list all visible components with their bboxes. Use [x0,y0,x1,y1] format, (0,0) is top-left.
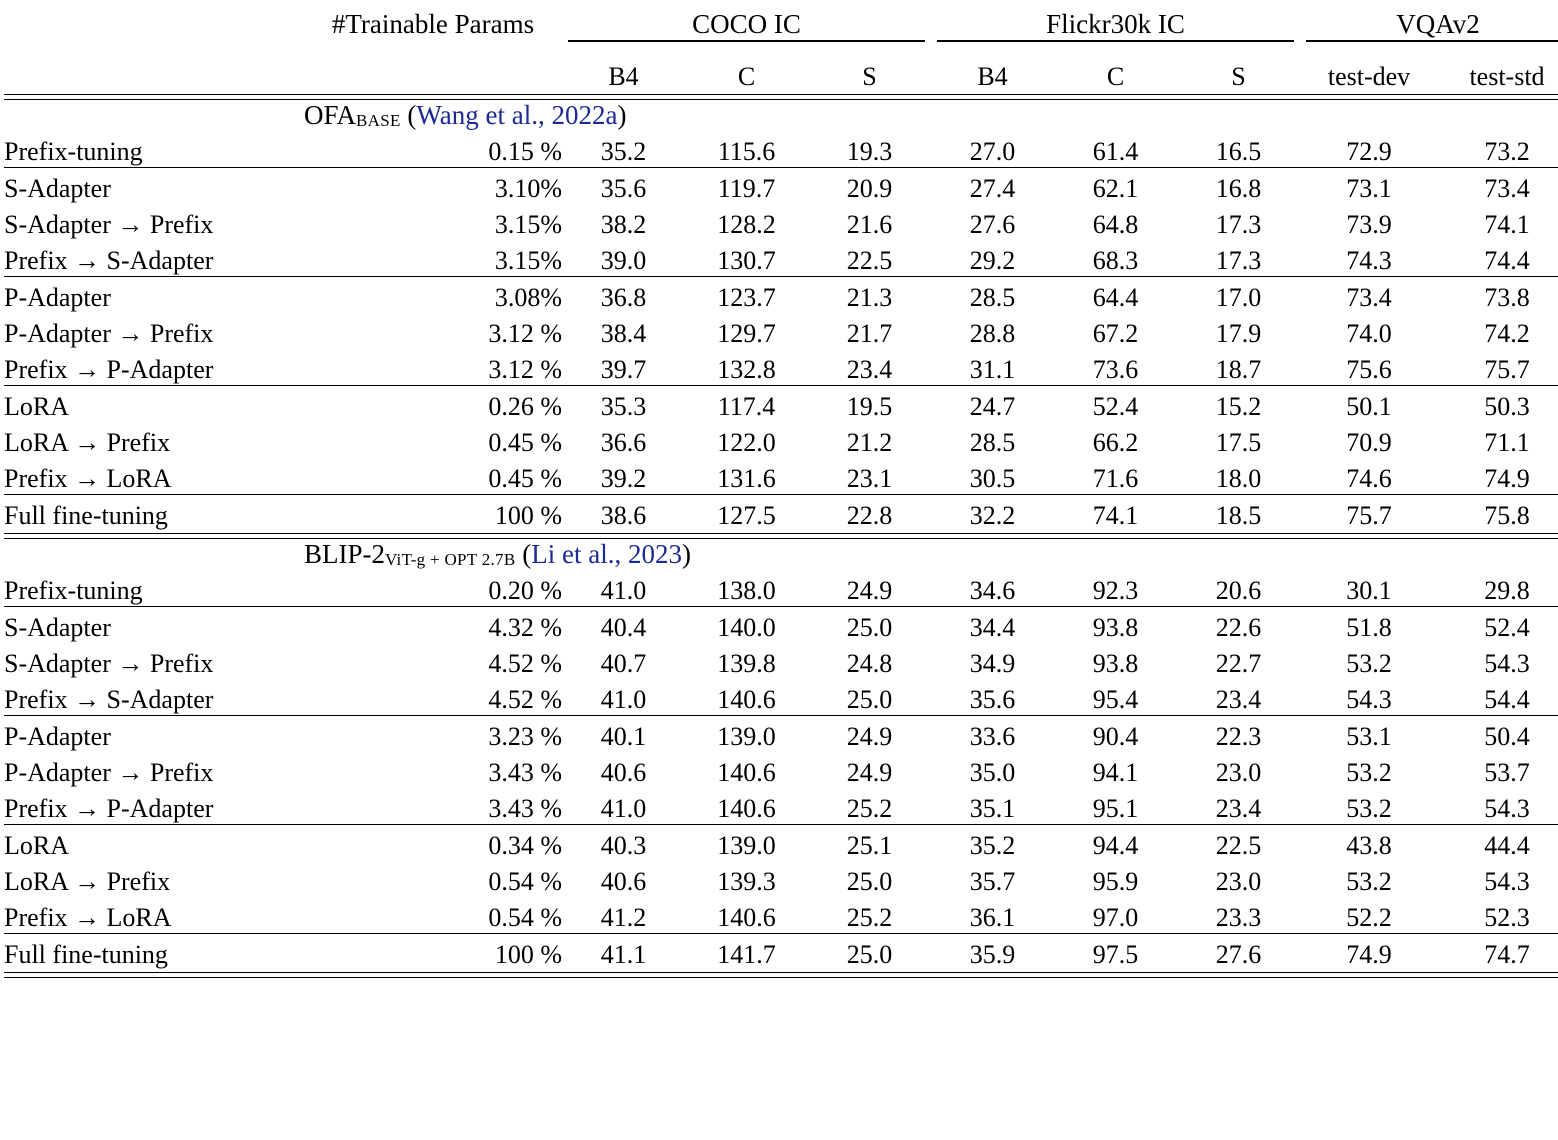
row-trainable-params: 0.26 % [488,391,562,421]
row-value-0: 36.8 [600,282,647,312]
row-value-0: 39.2 [600,463,647,493]
row-value-5: 15.2 [1215,391,1262,421]
row-value-5: 22.7 [1215,648,1262,678]
row-value-6: 73.4 [1346,282,1392,312]
row-method-label: P-Adapter [4,721,111,751]
row-value-2: 24.8 [846,648,893,678]
row-value-3: 31.1 [969,354,1016,384]
row-value-2: 19.5 [846,391,893,421]
row-value-6: 73.1 [1346,173,1392,203]
row-trainable-params: 4.52 % [488,684,562,714]
header-subcol-1-1: C [1106,61,1125,91]
table-row [4,897,1558,933]
row-value-2: 22.8 [846,500,893,530]
row-value-4: 95.4 [1092,684,1139,714]
row-value-5: 18.5 [1215,500,1262,530]
row-value-0: 41.1 [600,939,647,969]
row-value-0: 40.4 [600,612,647,642]
row-value-6: 52.2 [1346,902,1392,932]
row-value-6: 50.1 [1346,391,1392,421]
row-trainable-params: 4.32 % [488,612,562,642]
header-subcol-0-0: B4 [608,61,639,91]
row-value-1: 130.7 [717,245,776,275]
row-trainable-params: 0.20 % [488,575,562,605]
row-trainable-params: 0.45 % [488,463,562,493]
row-value-5: 17.3 [1215,245,1262,275]
row-value-4: 64.8 [1092,209,1139,239]
row-value-1: 139.0 [717,721,776,751]
row-value-5: 17.0 [1215,282,1262,312]
header-subcol-0-1: C [737,61,756,91]
row-value-7: 75.8 [1484,500,1530,530]
table-row [4,570,1558,606]
row-value-7: 50.3 [1484,391,1530,421]
section-title-row-0 [4,100,1558,131]
row-value-6: 74.6 [1346,463,1392,493]
row-value-1: 131.6 [717,463,776,493]
row-method-label: LoRA [4,391,69,421]
row-value-6: 54.3 [1346,684,1392,714]
row-value-3: 35.1 [969,793,1016,823]
row-value-7: 74.2 [1484,318,1530,348]
row-value-5: 23.4 [1215,793,1262,823]
row-value-4: 73.6 [1092,354,1139,384]
row-value-7: 75.7 [1484,354,1530,384]
row-value-6: 70.9 [1346,427,1392,457]
row-value-6: 53.2 [1346,866,1392,896]
row-trainable-params: 3.23 % [488,721,562,751]
row-method-label: Full fine-tuning [4,939,168,969]
row-value-2: 25.0 [846,866,893,896]
table-row [4,788,1558,824]
row-method-label: P-Adapter [4,282,111,312]
row-trainable-params: 0.45 % [488,427,562,457]
row-value-3: 34.9 [969,648,1016,678]
row-trainable-params: 100 % [494,939,562,969]
table-row [4,679,1558,715]
row-value-2: 21.6 [846,209,893,239]
row-value-3: 35.6 [969,684,1016,714]
table-row [4,495,1558,531]
header-subcol-0-2: S [862,61,877,91]
row-value-3: 28.5 [969,427,1016,457]
row-method-label: Prefix-tuning [4,575,143,605]
row-value-5: 20.6 [1215,575,1262,605]
row-trainable-params: 3.15% [494,245,562,275]
row-value-1: 127.5 [717,500,776,530]
row-value-0: 41.0 [600,575,647,605]
row-value-4: 67.2 [1092,318,1139,348]
row-method-label: Prefix → S-Adapter [4,245,214,275]
row-method-label: Full fine-tuning [4,500,168,530]
row-value-0: 39.7 [600,354,647,384]
table-row [4,168,1558,204]
row-value-6: 74.3 [1346,245,1392,275]
row-value-7: 71.1 [1484,427,1530,457]
row-value-0: 39.0 [600,245,647,275]
row-value-4: 61.4 [1092,136,1139,166]
row-value-7: 52.4 [1484,612,1530,642]
row-value-7: 54.3 [1484,793,1530,823]
row-value-1: 139.3 [717,866,776,896]
row-value-6: 73.9 [1346,209,1392,239]
table-row [4,313,1558,349]
row-value-4: 71.6 [1092,463,1139,493]
row-method-label: P-Adapter → Prefix [4,318,214,348]
header-subcol-1-0: B4 [977,61,1008,91]
row-value-3: 27.0 [969,136,1016,166]
row-value-7: 74.1 [1484,209,1530,239]
row-value-5: 16.5 [1215,136,1262,166]
row-value-1: 132.8 [717,354,776,384]
row-value-0: 41.2 [600,902,647,932]
row-value-5: 23.0 [1215,757,1262,787]
row-value-7: 29.8 [1484,575,1530,605]
rule-section-double-0 [4,531,1558,539]
row-value-3: 35.0 [969,757,1016,787]
row-value-4: 93.8 [1092,648,1139,678]
row-value-2: 21.3 [846,282,893,312]
row-value-5: 23.3 [1215,902,1262,932]
row-value-2: 23.1 [846,463,893,493]
row-value-6: 51.8 [1346,612,1392,642]
results-table [4,0,1558,978]
row-value-5: 17.9 [1215,318,1262,348]
table-row [4,716,1558,752]
row-trainable-params: 0.54 % [488,866,562,896]
row-value-0: 35.6 [600,173,647,203]
header-sub-blank-method [4,46,304,92]
row-value-6: 53.2 [1346,757,1392,787]
row-value-3: 35.2 [969,830,1016,860]
table-row [4,458,1558,494]
row-value-1: 139.8 [717,648,776,678]
row-value-4: 62.1 [1092,173,1139,203]
row-value-5: 22.5 [1215,830,1262,860]
row-method-label: Prefix-tuning [4,136,143,166]
row-value-1: 115.6 [717,136,776,166]
row-value-6: 74.0 [1346,318,1392,348]
row-method-label: P-Adapter → Prefix [4,757,214,787]
row-value-7: 74.9 [1484,463,1530,493]
row-value-1: 140.6 [717,902,776,932]
row-value-3: 33.6 [969,721,1016,751]
row-value-1: 129.7 [717,318,776,348]
row-value-1: 140.0 [717,612,776,642]
row-value-6: 53.2 [1346,793,1392,823]
row-value-7: 73.8 [1484,282,1530,312]
row-method-label: S-Adapter [4,612,111,642]
row-value-7: 74.4 [1484,245,1530,275]
row-value-3: 36.1 [969,902,1016,932]
row-value-5: 23.4 [1215,684,1262,714]
row-value-4: 74.1 [1092,500,1139,530]
row-value-6: 53.1 [1346,721,1392,751]
row-value-2: 25.1 [846,830,893,860]
header-subcol-1-2: S [1231,61,1246,91]
table-row [4,934,1558,970]
row-value-6: 72.9 [1346,136,1392,166]
row-value-6: 53.2 [1346,648,1392,678]
row-value-2: 24.9 [846,721,893,751]
row-value-1: 140.6 [717,757,776,787]
row-trainable-params: 0.34 % [488,830,562,860]
row-value-4: 68.3 [1092,245,1139,275]
header-subcol-2-1: test-std [1469,61,1545,91]
section-model-name-1: BLIP-2 [304,538,385,569]
row-value-5: 27.6 [1215,939,1262,969]
row-value-4: 95.1 [1092,793,1139,823]
row-trainable-params: 100 % [494,500,562,530]
row-value-7: 50.4 [1484,721,1530,751]
row-value-6: 75.7 [1346,500,1392,530]
row-value-7: 54.3 [1484,648,1530,678]
row-value-2: 25.0 [846,612,893,642]
row-method-label: Prefix → LoRA [4,463,172,493]
row-value-1: 138.0 [717,575,776,605]
row-value-3: 29.2 [969,245,1016,275]
row-trainable-params: 3.08% [494,282,562,312]
row-value-2: 25.0 [846,939,893,969]
row-value-6: 43.8 [1346,830,1392,860]
row-value-5: 17.3 [1215,209,1262,239]
row-value-4: 94.4 [1092,830,1139,860]
row-trainable-params: 3.12 % [488,318,562,348]
section-model-variant-1: ViT-g + OPT 2.7B [385,549,516,569]
row-method-label: Prefix → P-Adapter [4,793,214,823]
row-value-3: 32.2 [969,500,1016,530]
row-value-4: 97.5 [1092,939,1139,969]
table-row [4,643,1558,679]
row-value-7: 54.3 [1484,866,1530,896]
row-value-4: 93.8 [1092,612,1139,642]
row-value-0: 38.6 [600,500,647,530]
row-value-7: 54.4 [1484,684,1530,714]
row-value-0: 38.2 [600,209,647,239]
table-row [4,752,1558,788]
table-row [4,349,1558,385]
header-group-1: Flickr30k IC [1046,9,1185,39]
header-row-groups [4,0,1558,40]
table-row [4,422,1558,458]
row-value-2: 21.7 [846,318,893,348]
row-value-0: 35.3 [600,391,647,421]
row-method-label: LoRA → Prefix [4,866,171,896]
row-value-0: 41.0 [600,793,647,823]
row-value-6: 30.1 [1346,575,1392,605]
row-value-6: 74.9 [1346,939,1392,969]
row-value-5: 18.0 [1215,463,1262,493]
row-value-2: 20.9 [846,173,893,203]
row-value-1: 119.7 [717,173,776,203]
row-method-label: S-Adapter → Prefix [4,648,214,678]
row-value-4: 92.3 [1092,575,1139,605]
row-value-0: 40.6 [600,866,647,896]
row-value-3: 24.7 [969,391,1016,421]
row-trainable-params: 0.54 % [488,902,562,932]
row-value-2: 23.4 [846,354,893,384]
row-value-4: 52.4 [1092,391,1139,421]
row-trainable-params: 0.15 % [488,136,562,166]
row-value-2: 19.3 [846,136,893,166]
row-value-3: 27.6 [969,209,1016,239]
row-value-0: 40.1 [600,721,647,751]
header-row-subcolumns [4,46,1558,92]
row-trainable-params: 3.15% [494,209,562,239]
row-trainable-params: 3.43 % [488,757,562,787]
row-value-5: 18.7 [1215,354,1262,384]
section-model-name-0: OFA [304,99,357,130]
row-value-7: 44.4 [1484,830,1530,860]
table-row [4,204,1558,240]
table-row [4,277,1558,313]
section-title-0: $OFA_{BASE}$ (Wang et al., 2022a) [304,99,627,130]
row-value-3: 34.6 [969,575,1016,605]
row-value-0: 41.0 [600,684,647,714]
row-value-3: 28.8 [969,318,1016,348]
row-trainable-params: 3.10% [494,173,562,203]
row-value-0: 40.6 [600,757,647,787]
row-method-label: Prefix → P-Adapter [4,354,214,384]
row-value-2: 25.0 [846,684,893,714]
row-value-4: 95.9 [1092,866,1139,896]
row-value-3: 34.4 [969,612,1016,642]
row-value-1: 128.2 [717,209,776,239]
row-value-4: 97.0 [1092,902,1139,932]
section-model-variant-0: BASE [356,110,401,130]
row-value-0: 35.2 [600,136,647,166]
header-method-blank [4,0,304,40]
table-row [4,825,1558,861]
row-value-5: 22.6 [1215,612,1262,642]
row-value-3: 27.4 [969,173,1016,203]
row-value-3: 30.5 [969,463,1016,493]
table-row [4,386,1558,422]
table-row [4,607,1558,643]
row-value-2: 21.2 [846,427,893,457]
row-value-0: 36.6 [600,427,647,457]
row-value-7: 73.2 [1484,136,1530,166]
row-value-2: 24.9 [846,575,893,605]
row-value-1: 117.4 [717,391,776,421]
row-value-7: 52.3 [1484,902,1530,932]
header-params: #Trainable Params [331,9,535,39]
header-group-2: VQAv2 [1396,9,1480,39]
row-value-4: 66.2 [1092,427,1139,457]
section-title-1: BLIP-$2_{ViT-g + OPT 2.7B}$ (Li et al., 2023) [304,538,691,569]
section-citation-0[interactable]: Wang et al., 2022a [416,99,618,130]
row-value-6: 75.6 [1346,354,1392,384]
row-value-1: 139.0 [717,830,776,860]
section-citation-1[interactable]: Li et al., 2023 [531,538,682,569]
row-method-label: Prefix → S-Adapter [4,684,214,714]
row-value-5: 17.5 [1215,427,1262,457]
row-value-7: 74.7 [1484,939,1530,969]
row-value-2: 25.2 [846,793,893,823]
row-value-5: 16.8 [1215,173,1262,203]
table-row [4,861,1558,897]
row-method-label: Prefix → LoRA [4,902,172,932]
row-value-0: 40.7 [600,648,647,678]
row-value-3: 35.9 [969,939,1016,969]
row-value-1: 140.6 [717,793,776,823]
row-method-label: LoRA [4,830,69,860]
row-value-4: 64.4 [1092,282,1139,312]
section-title-row-1 [4,539,1558,570]
row-value-1: 141.7 [717,939,776,969]
rule-table-bottom [4,970,1558,978]
row-value-7: 73.4 [1484,173,1530,203]
row-value-2: 25.2 [846,902,893,932]
table-body [4,0,1558,978]
row-value-7: 53.7 [1484,757,1530,787]
row-method-label: S-Adapter [4,173,111,203]
rule-header-double [4,92,1558,100]
header-group-0: COCO IC [692,9,801,39]
row-method-label: LoRA → Prefix [4,427,171,457]
row-trainable-params: 3.12 % [488,354,562,384]
row-method-label: S-Adapter → Prefix [4,209,214,239]
row-value-2: 24.9 [846,757,893,787]
row-value-3: 28.5 [969,282,1016,312]
table-row [4,131,1558,167]
row-value-3: 35.7 [969,866,1016,896]
row-value-5: 23.0 [1215,866,1262,896]
row-value-4: 94.1 [1092,757,1139,787]
table-row [4,240,1558,276]
row-value-1: 123.7 [717,282,776,312]
row-value-0: 38.4 [600,318,647,348]
row-trainable-params: 4.52 % [488,648,562,678]
row-value-1: 122.0 [717,427,776,457]
row-trainable-params: 3.43 % [488,793,562,823]
row-value-0: 40.3 [600,830,647,860]
row-value-4: 90.4 [1092,721,1139,751]
header-sub-blank-params [304,46,562,92]
row-value-5: 22.3 [1215,721,1262,751]
row-value-2: 22.5 [846,245,893,275]
row-value-1: 140.6 [717,684,776,714]
header-subcol-2-0: test-dev [1327,61,1411,91]
